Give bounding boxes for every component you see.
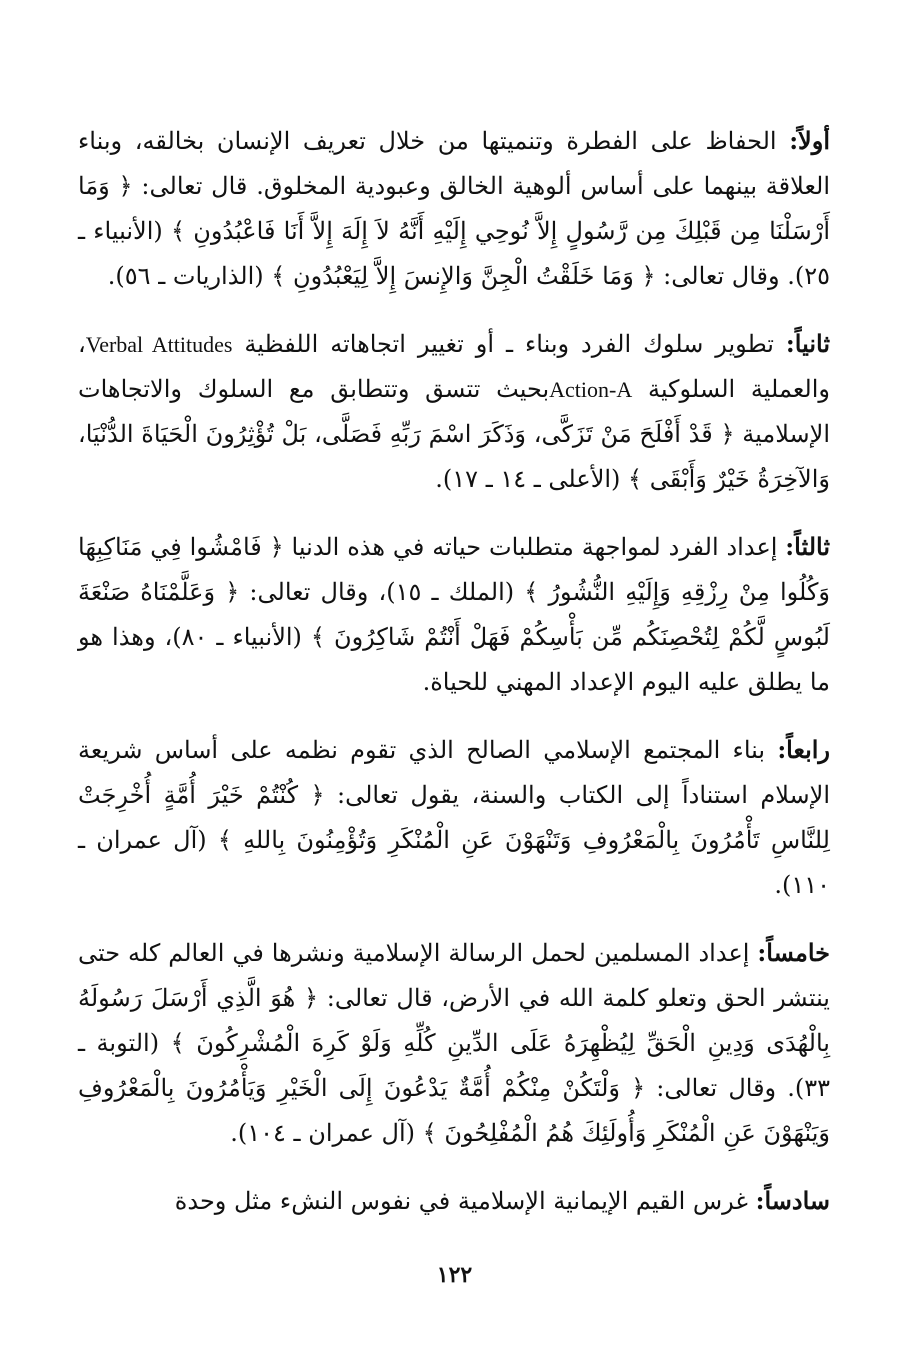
english-term: Action-A [549, 377, 633, 402]
verse-reference: (التوبة ـ ٣٣). وقال تعالى: [78, 1029, 831, 1102]
english-term: Verbal Attitudes [85, 332, 233, 357]
paragraph-text: تطوير سلوك الفرد وبناء ـ أو تغيير اتجاهاته اللفظية [232, 330, 786, 358]
quran-verse: ﴿ هُوَ الَّذِي أَرْسَلَ رَسُولَهُ بِالْهُدَى وَدِينِ الْحَقِّ لِيُظْهِرَهُ عَلَى الدِّينِ كُلِّهِ وَلَوْ كَرِهَ الْمُشْرِكُونَ ﴾ [78, 984, 830, 1057]
quran-verse: ﴿ وَعَلَّمْنَاهُ صَنْعَةَ لَبُوسٍ لَّكُمْ لِتُحْصِنَكُم مِّن بَأْسِكُمْ فَهَلْ أَنْتُمْ شَاكِرُونَ ﴾ [78, 578, 830, 651]
verse-reference: (الأنبياء ـ ٢٥). وقال تعالى: [78, 217, 830, 290]
verse-reference: (آل عمران ـ ١١٠). [78, 826, 830, 899]
page-body [78, 118, 830, 1246]
paragraph-text: بحيث تتسق وتتطابق مع السلوك والاتجاهات الإسلامية [78, 375, 830, 448]
page-number: ١٢٢ [436, 1262, 473, 1288]
paragraph-text: إعداد الفرد لمواجهة متطلبات حياته في هذه الدنيا [283, 533, 786, 561]
paragraph-text: بناء المجتمع الإسلامي الصالح الذي تقوم نظمه على أساس شريعة الإسلام استناداً إلى الكتاب والسنة، يقول تعالى: [78, 736, 830, 809]
paragraph-fifth [78, 930, 830, 1156]
verse-reference: (الملك ـ ١٥)، وقال تعالى: [239, 578, 525, 606]
quran-verse: ﴿ قَدْ أَفْلَحَ مَنْ تَزَكَّى، وَذَكَرَ اسْمَ رَبِّهِ فَصَلَّى، بَلْ تُؤْثِرُونَ الْحَيَاةَ الدُّنْيَا، وَالآخِرَةُ خَيْرٌ وَأَبْقَى ﴾ [78, 420, 830, 493]
paragraph-heading: رابعاً: [777, 735, 830, 764]
paragraph-heading: خامساً: [757, 938, 830, 967]
paragraph-fourth [78, 727, 830, 908]
paragraph-heading: أولاً: [789, 126, 830, 155]
paragraph-heading: ثالثاً: [785, 532, 830, 561]
verse-reference: (الأنبياء ـ ٨٠)، وهذا هو ما يطلق عليه اليوم الإعداد المهني للحياة. [78, 623, 830, 696]
paragraph-third [78, 524, 830, 705]
paragraph-first [78, 118, 830, 299]
quran-verse: ﴿ كُنْتُمْ خَيْرَ أُمَّةٍ أُخْرِجَتْ لِلنَّاسِ تَأْمُرُونَ بِالْمَعْرُوفِ وَتَنْهَوْنَ عَنِ الْمُنْكَرِ وَتُؤْمِنُونَ بِاللهِ ﴾ [78, 781, 830, 854]
paragraph-sixth [78, 1178, 830, 1224]
quran-verse: ﴿ فَامْشُوا فِي مَنَاكِبِهَا وَكُلُوا مِنْ رِزْقِهِ وَإِلَيْهِ النُّشُورُ ﴾ [78, 533, 831, 606]
quran-verse: ﴿ وَمَا خَلَقْتُ الْجِنَّ وَالإِنسَ إِلاَّ لِيَعْبُدُونِ ﴾ [271, 262, 656, 290]
verse-reference: (الأعلى ـ ١٤ ـ ١٧). [435, 465, 629, 493]
verse-reference: (آل عمران ـ ١٠٤). [230, 1119, 423, 1147]
quran-verse: ﴿ وَلْتَكُنْ مِنْكُمْ أُمَّةٌ يَدْعُونَ إِلَى الْخَيْرِ وَيَأْمُرُونَ بِالْمَعْرُوفِ وَيَنْهَوْنَ عَنِ الْمُنْكَرِ وَأُولَئِكَ هُمُ الْمُفْلِحُونَ ﴾ [78, 1074, 830, 1147]
paragraph-heading: سادساً: [755, 1186, 830, 1215]
paragraph-text: إعداد المسلمين لحمل الرسالة الإسلامية ونشرها في العالم كله حتى ينتشر الحق وتعلو كلمة الله في الأرض، قال تعالى: [78, 939, 830, 1012]
paragraph-heading: ثانياً: [785, 329, 830, 358]
paragraph-second [78, 321, 830, 502]
quran-verse: ﴿ وَمَا أَرْسَلْنَا مِن قَبْلِكَ مِن رَّسُولٍ إِلاَّ نُوحِي إِلَيْهِ أَنَّهُ لاَ إِلَهَ إِلاَّ أَنَا فَاعْبُدُونِ ﴾ [78, 172, 830, 245]
paragraph-text: غرس القيم الإيمانية الإسلامية في نفوس النشء مثل وحدة [174, 1187, 756, 1215]
paragraph-text: ، والعملية السلوكية [78, 330, 830, 403]
paragraph-text: الحفاظ على الفطرة وتنميتها من خلال تعريف الإنسان بخالقه، وبناء العلاقة بينهما على أساس ألوهية الخالق وعبودية المخلوق. قال تعالى: [78, 127, 831, 200]
verse-reference: (الذاريات ـ ٥٦). [107, 262, 272, 290]
